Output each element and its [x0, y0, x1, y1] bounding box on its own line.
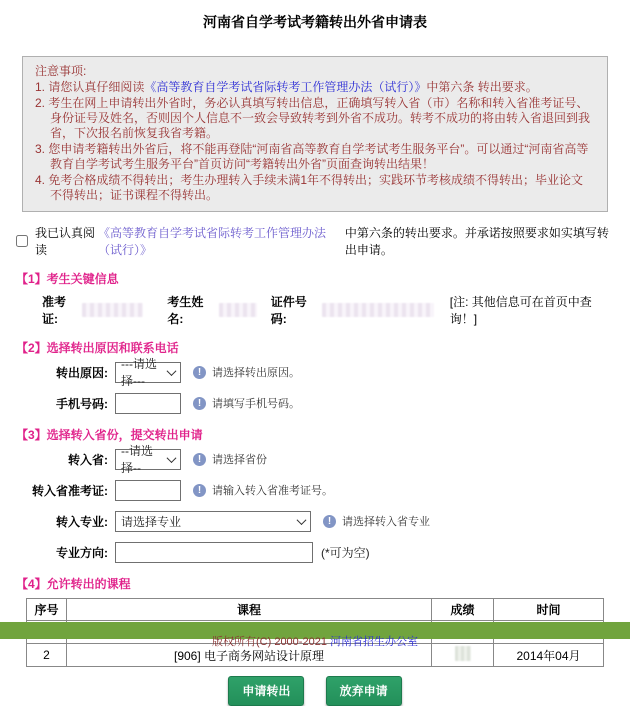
- section4-heading: 【4】允许转出的课程: [16, 577, 131, 591]
- info-note: [注: 其他信息可在首页中查询！]: [449, 295, 592, 326]
- copyright-pre: 版权所有(C) 2000-2021: [212, 636, 330, 648]
- reason-select-value: ---请选择---: [121, 357, 157, 388]
- info-icon: [193, 453, 206, 466]
- target-exam-no-input[interactable]: [115, 480, 181, 501]
- id-no-redacted-value: [322, 303, 433, 317]
- reason-select[interactable]: [115, 357, 181, 388]
- footer-link[interactable]: 河南省招生办公室: [330, 636, 418, 648]
- abandon-application-button[interactable]: 放弃申请: [326, 676, 402, 706]
- notice-item-1: [35, 80, 595, 95]
- col-header-score: 成绩: [432, 599, 494, 621]
- major-hint-text: 请选择转入省专业: [342, 516, 430, 528]
- chevron-down-icon: [167, 366, 177, 376]
- phone-input[interactable]: [115, 393, 181, 414]
- direction-row: [12, 541, 618, 563]
- table-header-row: [27, 599, 604, 621]
- info-icon: [193, 397, 206, 410]
- name-redacted-value: [219, 303, 257, 317]
- chevron-down-icon: [297, 515, 307, 525]
- phone-label: 手机号码:: [56, 396, 108, 411]
- id-no-label: 证件号码:: [270, 295, 307, 326]
- reason-label: 转出原因:: [56, 365, 108, 380]
- notice-item-2: 2. 考生在网上申请转出外省时，务必认真填写转出信息，正确填写转入省（市）名称和转入省准考证号、身份证号及姓名，否则因个人信息不一致会导致转考到外省不成功。转考不成功的将由转入省退回到我省，下次报名前恢复我省考籍。: [35, 96, 591, 140]
- target-exam-no-hint-text: 请输入转入省准考证号。: [212, 485, 333, 497]
- agreement-regulation-link[interactable]: 《高等教育自学考试省际转考工作管理办法（试行）》: [98, 226, 327, 257]
- target-exam-no-row: [12, 479, 618, 501]
- info-icon: [323, 515, 336, 528]
- notice-box: [22, 56, 608, 212]
- agreement-row: [16, 224, 618, 258]
- row-no: 2: [27, 644, 67, 667]
- regulation-link[interactable]: 《高等教育自学考试省际转考工作管理办法（试行）》: [144, 80, 427, 94]
- exam-no-label: 准考证:: [42, 295, 67, 326]
- province-label: 转入省:: [68, 452, 108, 467]
- name-label: 考生姓名:: [167, 295, 204, 326]
- col-header-course: 课程: [67, 599, 432, 621]
- col-header-no: 序号: [27, 599, 67, 621]
- candidate-info-row: [42, 293, 618, 327]
- major-select-value: 请选择专业: [121, 514, 182, 529]
- phone-hint-text: 请填写手机号码。: [212, 398, 300, 410]
- agreement-text-post: 中第六条的转出要求。并承诺按照要求如实填写转出申请。: [344, 226, 609, 257]
- page-title: 河南省自学考试考籍转出外省申请表: [203, 14, 427, 30]
- exam-no-redacted-value: [82, 303, 144, 317]
- province-select-value: --请选择--: [121, 444, 153, 475]
- section2-heading: 【2】选择转出原因和联系电话: [16, 341, 179, 355]
- phone-hint: [193, 395, 300, 411]
- info-icon: [193, 366, 206, 379]
- major-row: [12, 510, 618, 532]
- reason-hint-text: 请选择转出原因。: [212, 367, 300, 379]
- direction-input[interactable]: [115, 542, 313, 563]
- reason-row: [12, 357, 618, 388]
- section3-heading: 【3】选择转入省份，提交转出申请: [16, 428, 203, 442]
- notice-item-4: 4. 免考合格成绩不得转出；考生办理转入手续未满1年不得转出；实践环节考核成绩不得转出；毕业论文不得转出；证书课程不得转出。: [35, 173, 584, 202]
- copyright-text: [0, 633, 630, 649]
- province-hint-text: 请选择省份: [212, 454, 267, 466]
- target-exam-no-hint: [193, 482, 333, 498]
- page-footer: [0, 622, 630, 648]
- info-icon: [193, 484, 206, 497]
- agreement-text-pre: 我已认真阅读: [35, 226, 96, 257]
- phone-row: [12, 392, 618, 414]
- major-label: 转入专业:: [56, 514, 108, 529]
- agreement-checkbox[interactable]: [16, 235, 28, 247]
- target-exam-no-label: 转入省准考证:: [32, 483, 108, 498]
- direction-label: 专业方向:: [56, 545, 108, 560]
- section1-heading: 【1】考生关键信息: [16, 272, 119, 286]
- province-select[interactable]: [115, 444, 181, 475]
- chevron-down-icon: [167, 453, 177, 463]
- reason-hint: [193, 364, 300, 380]
- notice-item-3: 3. 您申请考籍转出外省后，将不能再登陆“河南省高等教育自学考试考生服务平台”。可以通过“河南省高等教育自学考试考生服务平台”首页访问“考籍转出外省”页面查询转出结果！: [35, 142, 589, 171]
- row-course: [906] 电子商务网站设计原理: [67, 644, 432, 667]
- direction-note: (*可为空): [321, 545, 370, 560]
- row-time: 2014年04月: [494, 644, 604, 667]
- province-hint: [193, 451, 267, 467]
- province-row: [12, 444, 618, 475]
- col-header-time: 时间: [494, 599, 604, 621]
- notice-item-1-post: 中第六条 转出要求。: [426, 80, 538, 94]
- major-select[interactable]: [115, 511, 311, 532]
- action-buttons: [12, 676, 618, 706]
- notice-heading: 注意事项:: [35, 64, 87, 78]
- major-hint: [323, 513, 430, 529]
- notice-item-1-pre: 1. 请您认真仔细阅读: [35, 80, 145, 94]
- submit-transfer-button[interactable]: 申请转出: [228, 676, 304, 706]
